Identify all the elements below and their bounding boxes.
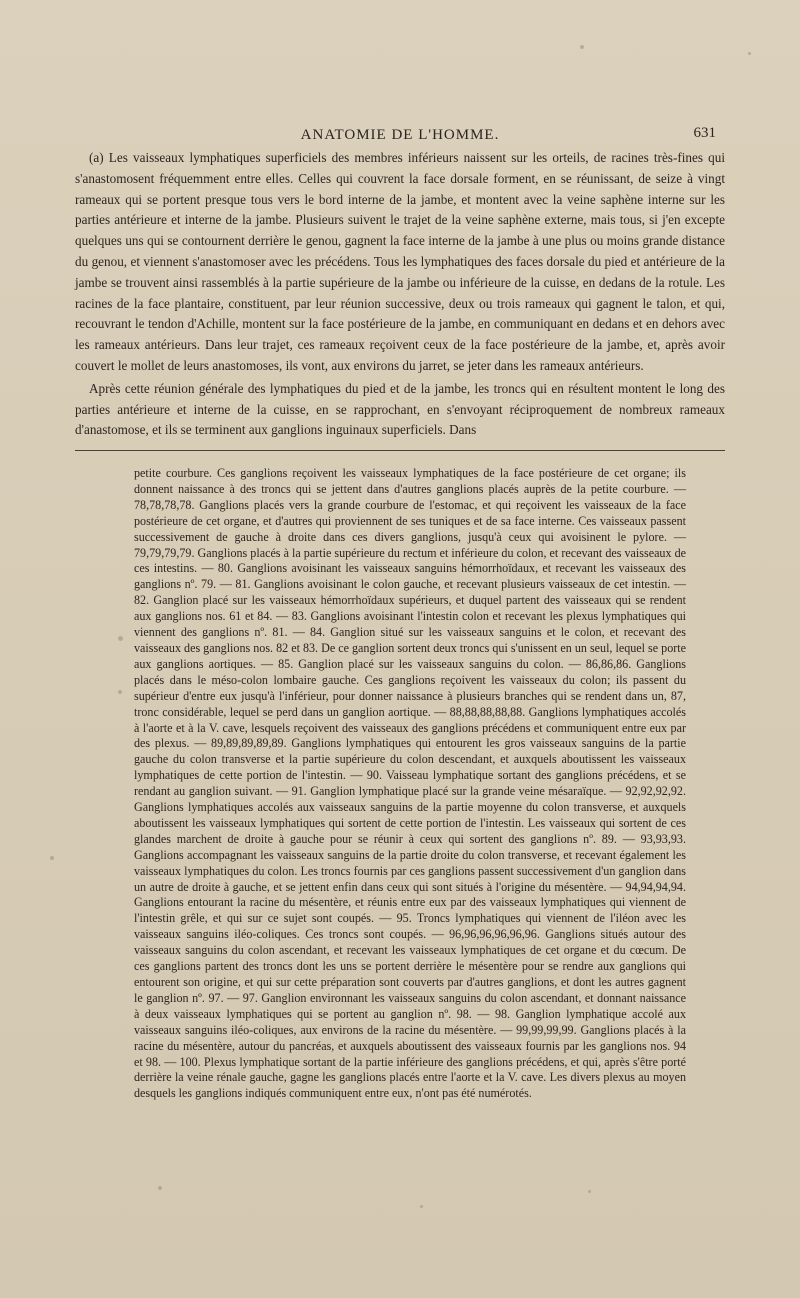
foxing-spot: [118, 636, 123, 641]
footnote-rule: [75, 450, 725, 451]
foxing-spot: [580, 45, 584, 49]
running-head: [0, 125, 800, 145]
foxing-spot: [420, 1205, 423, 1208]
running-title: ANATOMIE DE L'HOMME.: [300, 127, 500, 143]
foxing-spot: [158, 1186, 162, 1190]
foxing-spot: [50, 856, 54, 860]
main-paragraph: (a) Les vaisseaux lymphatiques superficiels des membres inférieurs naissent sur les orteils, de racines très-fines qui s'anastomosent fréquemment entre elles. Celles qui couvrent la face dorsale forment, en se réunissant, de seize à vingt rameaux qui se portent presque tous vers le bord interne de la jambe, et montent avec la veine saphène interne sur les parties antérieure et interne de la jambe. Plusieurs suivent le trajet de la veine saphène externe, mais tous, si j'en excepte quelques uns qui se contournent derrière le genou, gagnent la face interne de la jambe à une plus ou moins grande distance du genou, et viennent s'anastomoser avec les précédens. Tous les lymphatiques des faces dorsale du pied et antérieure de la jambe se trouvent ainsi rassemblés à la partie supérieure de la jambe ou inférieure de la cuisse, en dedans de la rotule. Les racines de la face plantaire, constituent, par leur réunion successive, deux ou trois rameaux qui gagnent le talon, et qui, recouvrant le tendon d'Achille, montent sur la face postérieure de la jambe, en communiquant en dedans et en dehors avec les rameaux antérieurs. Dans leur trajet, ces rameaux reçoivent ceux de la face postérieure de la jambe, et, après avoir couvert le mollet de leurs anastomoses, ils vont, aux environs du jarret, se jeter dans les rameaux antérieurs.: [75, 150, 725, 373]
foxing-spot: [588, 1190, 591, 1193]
footnote-block: [134, 466, 686, 1102]
page-number: 631: [693, 125, 716, 141]
foxing-spot: [118, 690, 122, 694]
main-paragraph: Après cette réunion générale des lymphatiques du pied et de la jambe, les troncs qui en résultent montent le long des parties antérieure et interne de la cuisse, en se rapprochant, en s'envoyant réciproquement de nombreux rameaux d'anastomose, et ils se terminent aux ganglions inguinaux superficiels. Dans: [75, 380, 725, 438]
main-text: [75, 148, 725, 441]
foxing-spot: [748, 52, 751, 55]
footnote-text: petite courbure. Ces ganglions reçoivent les vaisseaux lymphatiques de la face postérieure de cet organe; ils donnent naissance à des troncs qui se jettent dans d'autres ganglions placés auprès de la petite courbure. — 78,78,78,78. Ganglions placés vers la grande courbure de l'estomac, et qui reçoivent les vaisseaux de la face postérieure de cet organe, et d'autres qui proviennent de ses tuniques et de sa face interne. Ces vaisseaux passent successivement de gauche à droite dans ces divers ganglions, jusqu'à ceux qui avoisinent le pylore. — 79,79,79,79. Ganglions placés à la partie supérieure du rectum et inférieure du colon, et recevant des vaisseaux de ces intestins. — 80. Ganglions avoisinant les vaisseaux sanguins hémorrhoïdaux, et recevant les vaisseaux des ganglions nº. 79. — 81. Ganglions avoisinant le colon gauche, et recevant plusieurs vaisseaux de cet intestin. — 82. Ganglion placé sur les vaisseaux hémorrhoïdaux supérieurs, et duquel partent des vaisseaux qui se rendent aux ganglions nos. 61 et 84. — 83. Ganglions avoisinant l'intestin colon et recevant les plexus lymphatiques qui viennent des ganglions nº. 81. — 84. Ganglion situé sur les vaisseaux sanguins et le colon, et recevant des vaisseaux des ganglions nos. 82 et 83. De ce ganglion sortent deux troncs qui s'unissent en un seul, lequel se porte aux ganglions aortiques. — 85. Ganglion placé sur les vaisseaux sanguins du colon. — 86,86,86. Ganglions placés dans le méso-colon lombaire gauche. Ces ganglions reçoivent les vaisseaux du colon; ils passent du supérieur d'entre eux jusqu'à l'inférieur, pour donner naissance à plusieurs branches qui se rendent dans un, 87, tronc considérable, lequel se perd dans un ganglion aortique. — 88,88,88,88,88. Ganglions lymphatiques accolés à l'aorte et à la V. cave, lesquels reçoivent des vaisseaux des ganglions précédens et communiquent entre eux par des plexus. — 89,89,89,89,89. Ganglions lymphatiques qui entourent les gros vaisseaux sanguins de la partie gauche du colon transverse et la partie supérieure du colon descendant, et auxquels aboutissent les vaisseaux lymphatiques de cette portion de l'intestin. — 90. Vaisseau lymphatique sortant des ganglions précédens, et se rendant au ganglion suivant. — 91. Ganglion lymphatique placé sur la grande veine mésaraïque. — 92,92,92,92. Ganglions lymphatiques accolés aux vaisseaux sanguins de la partie moyenne du colon transverse, et auxquels aboutissent les vaisseaux lymphatiques qui sortent de cette portion de l'intestin. Les vaisseaux qui sortent de ces glandes marchent de droite à gauche pour se réunir à ceux qui sortent des ganglions nº. 89. — 93,93,93. Ganglions accompagnant les vaisseaux sanguins de la partie droite du colon transverse, et recevant également les vaisseaux lymphatiques du colon. Les troncs fournis par ces ganglions passent successivement d'un ganglion dans un autre de droite à gauche, et se jettent enfin dans ceux qui sont situés à l'origine du mésentère. — 94,94,94,94. Ganglions entourant la racine du mésentère, et réunis entre eux par des vaisseaux lymphatiques qui viennent de l'intestin grêle, et qui sur ce sujet sont coupés. — 95. Troncs lymphatiques qui viennent de l'iléon avec les vaisseaux sanguins iléo-coliques. Ces troncs sont coupés. — 96,96,96,96,96,96. Ganglions situés autour des vaisseaux sanguins du colon ascendant, et recevant les vaisseaux lymphatiques de cet organe et du cœcum. De ces ganglions partent des troncs dont les uns se portent derrière le mésentère pour se rendre aux ganglions qui entourent son origine, et qui sur cette préparation sont couverts par d'autres ganglions, et dont les autres gagnent le ganglion nº. 97. — 97. Ganglion environnant les vaisseaux sanguins du colon ascendant, et donnant naissance à deux vaisseaux lymphatiques qui se portent au ganglion nº. 98. — 98. Ganglion lymphatique accolé aux vaisseaux sanguins iléo-coliques, aux environs de la racine du mésentère. — 99,99,99,99. Ganglions placés à la racine du mésentère, autour du pancréas, et auxquels aboutissent des vaisseaux fournis par les ganglions nos. 94 et 98. — 100. Plexus lymphatique sortant de la partie inférieure des ganglions précédens, et qui, après s'être porté derrière la veine rénale gauche, gagne les ganglions placés entre l'aorte et la V. cave. Les divers plexus au moyen desquels les ganglions indiqués communiquent entre eux, n'ont pas été numérotés.: [134, 466, 687, 1101]
